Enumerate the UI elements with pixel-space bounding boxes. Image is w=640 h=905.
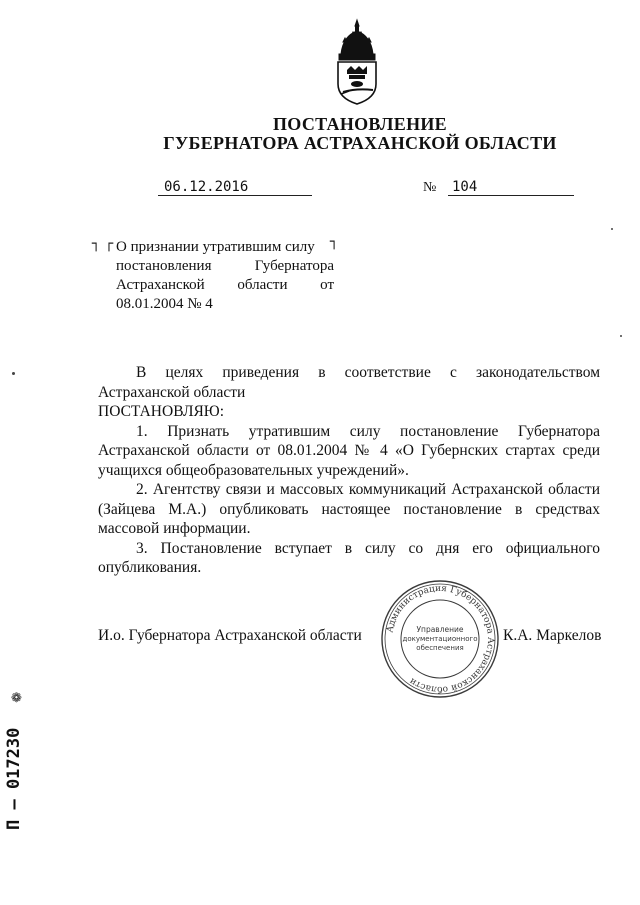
subject-line — [116, 276, 334, 295]
official-stamp-seal — [379, 578, 501, 700]
resolve-heading: ПОСТАНОВЛЯЮ: — [98, 403, 225, 420]
number-sign: № — [423, 180, 437, 195]
svg-text:Управление: Управление — [416, 625, 464, 634]
subject-word: области — [237, 277, 288, 293]
signer-position: И.о. Губернатора Астраханской области — [98, 627, 362, 644]
document-subtitle: ГУБЕРНАТОРА АСТРАХАНСКОЙ ОБЛАСТИ — [163, 133, 557, 153]
clause-1: 1. Признать утратившим силу постановление Губернатора Астраханской области от 08.01.2004 № 4 «О Губернских стартах среди учащихся общеобразовательных учреждений». — [98, 422, 600, 479]
clause-3: 3. Постановление вступает в силу со дня его официального опубликования. — [98, 539, 600, 576]
corner-bracket-left: ┐ ┌ — [92, 236, 114, 252]
form-serial-number: П – 017230 — [4, 727, 24, 830]
svg-text:документационного: документационного — [402, 635, 478, 643]
scan-speck — [620, 335, 622, 337]
document-subject — [116, 238, 334, 314]
corner-bracket-right: ┐ — [330, 234, 339, 250]
subject-line — [116, 257, 334, 276]
svg-text:обеспечения: обеспечения — [416, 644, 464, 652]
scan-speck — [611, 228, 613, 230]
subject-word: постановления — [116, 258, 212, 274]
subject-line: О признании утратившим силу — [116, 239, 315, 255]
preamble-paragraph: В целях приведения в соответствие с законодательством Астраханской области — [98, 364, 600, 401]
margin-flower-mark: ❁ — [11, 690, 22, 705]
subject-word: от — [320, 277, 335, 293]
signer-name: К.А. Маркелов — [503, 627, 602, 644]
subject-line: 08.01.2004 № 4 — [116, 296, 213, 312]
clause-2: 2. Агентству связи и массовых коммуникаций Астраханской области (Зайцева М.А.) опубликовать настоящее постановление в средствах массовой информации. — [98, 481, 600, 537]
scan-speck — [12, 372, 15, 375]
document-title: ПОСТАНОВЛЕНИЕ — [273, 114, 447, 134]
coat-of-arms-emblem — [329, 18, 385, 110]
subject-word: Губернатора — [254, 258, 334, 274]
document-body — [98, 363, 600, 578]
document-number: 104 — [448, 179, 574, 196]
subject-word: Астраханской — [116, 277, 205, 293]
document-date: 06.12.2016 — [158, 179, 312, 196]
svg-text:Администрация Губернатора Астр: Администрация Губернатора Астраханской области — [385, 583, 496, 695]
